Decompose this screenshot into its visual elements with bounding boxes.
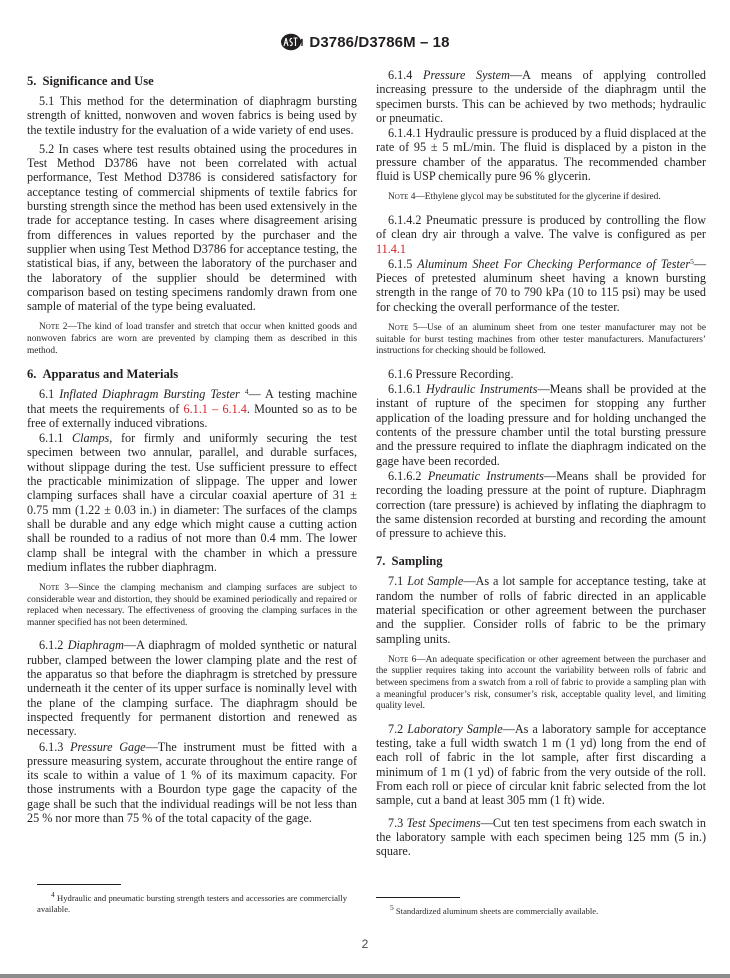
paragraph-6-1-6: 6.1.6 Pressure Recording. <box>388 366 514 381</box>
paragraph-6-1-4: 6.1.4 Pressure System—A means of applying controlled increasing pressure to the underside of the diaphragm until the specimen bursts. This can be achieved by two methods; hydraulic or pneumatic. <box>376 68 707 125</box>
link-11-4-1[interactable]: 11.4.1 <box>376 241 407 256</box>
paragraph-5-1: 5.1 This method for the determination of diaphragm bursting strength of knitted, nonwoven and woven fabrics is being used by the textile industry for the evaluation of a wide variety of end uses. <box>27 94 357 137</box>
paragraph-6-1-4-1: 6.1.4.1 Hydraulic pressure is produced by a fluid displaced at the rate of 95 ± 5 mL/min. The fluid is displaced by a piston in the pressure chamber of the apparatus. The recommended chamber fluid is USP chemically pure 96 % glycerin. <box>376 126 706 184</box>
document-designation: D3786/D3786M – 18 <box>309 33 450 51</box>
astm-logo-icon <box>280 33 304 51</box>
paragraph-6-1-5: 6.1.5 Aluminum Sheet For Checking Performance of Tester$^5$—Pieces of pretested aluminum sheet having a known bursting strength in the range of 70 to 790 kPa (10 to 115 psi) may be used for checking the overall performance of the tester. <box>376 256 706 314</box>
paragraph-6-1-1: 6.1.1 Clamps, for firmly and uniformly securing the test specimen between two annular, parallel, and durable surfaces, without slippage during the test. Use sufficient pressure to effect the practicable minimization of slippage. The upper and lower clamping surfaces shall have a circular coaxial aperture of 31 ± 0.75 mm (1.22 ± 0.03 in.) in diameter: The surfaces of the clamps shall be durable and any edge which might cause a cutting action shall be rounded to a radius of not more than 0.4 mm. The lower clamp shall be integral with the chamber in which a pressure medium inflates the rubber diaphragm. <box>27 431 357 574</box>
section-7-heading: 7. Sampling <box>376 554 443 569</box>
footnote-ref-4: 4 <box>244 387 249 397</box>
section-5-heading: 5. Significance and Use <box>27 74 154 88</box>
page-number: 2 <box>361 937 369 951</box>
paragraph-7-2: 7.2 Laboratory Sample—As a laboratory sample for acceptance testing, take a full width swatch 1 m (1 yd) long from the end of each roll of fabric in the lot sample, after first discarding a minimum of 1 m (1 yd) of fabric from the very outside of the roll. From each roll or piece of circular knit fabric selected from the lot sample, cut a band at least 305 mm (1 ft) wide. <box>376 721 707 808</box>
note-4: Note 4—Ethylene glycol may be substituted for the glycerine if desired. <box>388 192 661 203</box>
paragraph-6-1-4-2: 6.1.4.2 Pneumatic pressure is produced by controlling the flow of clean dry air through a valve. The valve is configured as per 11.4.1 <box>376 212 706 256</box>
paragraph-5-2: 5.2 In cases where test results obtained using the procedures in Test Method D3786 have not been correlated with actual performance, Test Method D3786 is considered satisfactory for acceptance testing of commercial shipments of textile fabrics for bursting strength since the method has been used extensively in the trade for acceptance testing. In cases where disagreement arising from differences in values reported by the purchaser and the supplier when using Test Method D3786 for acceptance testing, the statistical bias, if any, between the laboratory of the purchaser and the laboratory of the supplier should be determined with comparison based on testing specimens randomly drawn from one sample of material of the type being evaluated. <box>27 141 357 314</box>
footnote-ref-5: 5 <box>690 256 694 266</box>
paragraph-7-1: 7.1 Lot Sample—As a lot sample for acceptance testing, take at random the number of rolls of fabric directed in an applicable material specification or other agreement between the purchaser and the supplier. Consider rolls of fabric to be the primary sampling units. <box>376 574 706 646</box>
paragraph-6-1-2: 6.1.2 Diaphragm—A diaphragm of molded synthetic or natural rubber, clamped between the lower clamping plate and the rest of the apparatus so that before the diaphragm is stretched by pressure underneath it the center of its upper surface is nominally level with the plane of the clamping surface. The diaphragm should be inspected frequently for permanent distortion and renewed as necessary. <box>27 638 357 739</box>
footnote-divider <box>37 884 121 885</box>
paragraph-6-1-6-1: 6.1.6.1 Hydraulic Instruments—Means shall be provided at the instant of rupture of the specimen for stopping any further application of the loading pressure and for holding unchanged the contents of the pressure chamber until the total bursting pressure and the pressure required to inflate the diaphragm indicated on the gage have been recorded. <box>376 382 707 468</box>
section-6-heading: 6. Apparatus and Materials <box>27 367 179 382</box>
paragraph-6-1-3: 6.1.3 Pressure Gage—The instrument must be fitted with a pressure measuring system, accurate throughout the entire range of its scale to within a value of 1 % of its maximum capacity. For those instruments with a Bourdon type gage the capacity of the gage shall be such that the individual readings will be not less than 25 % nor more than 75 % of the total capacity of the gage. <box>27 739 357 826</box>
left-column <box>27 68 357 830</box>
page-bottom-border <box>0 974 730 978</box>
note-3: Note 3—Since the clamping mechanism and clamping surfaces are subject to considerable wear and distortion, they should be examined periodically and repaired or replaced when necessary. The effectiveness of grooving the clamping surfaces in the manner specified has not been determined. <box>27 583 357 628</box>
footnote-5: $^5$ Standardized aluminum sheets are commercially available. <box>390 903 599 916</box>
note-2: Note 2—The kind of load transfer and stretch that occur when knitted goods and nonwoven fabrics are worn are prevented by clamping them as described in this method. <box>27 322 357 356</box>
note-6: Note 6—An adequate specification or other agreement between the purchaser and the supplier requires taking into account the variability between rolls of fabric and between specimens from a swatch from a roll of fabric to provide a sampling plan with a meaningful producer’s risk, consumer’s risk, acceptable quality level, and limiting quality level. <box>376 654 706 712</box>
paragraph-6-1: 6.1 Inflated Diaphragm Bursting Tester $^4$— A testing machine that meets the requirements of 6.1.1 – 6.1.4. Mounted so as to be free of externally induced vibrations. <box>27 387 357 430</box>
paragraph-6-1-6-2: 6.1.6.2 Pneumatic Instruments—Means shall be provided for recording the loading pressure at the point of rupture. Diaphragm correction (tare pressure) is achieved by inflating the diaphragm to the same distension recorded at bursting and recording the amount of pressure to achieve this. <box>376 468 706 541</box>
footnote-4: $^4$ Hydraulic and pneumatic bursting strength testers and accessories are commercially available. <box>37 890 347 914</box>
footnotes-left <box>27 884 347 915</box>
right-column <box>376 68 706 864</box>
footnote-divider <box>376 897 460 898</box>
footnotes-right <box>376 897 706 917</box>
link-6-1-1-to-6-1-4[interactable]: 6.1.1 – 6.1.4 <box>183 401 247 416</box>
page-header <box>0 33 730 53</box>
note-5: Note 5—Use of an aluminum sheet from one tester manufacturer may not be suitable for burst testing machines from other tester manufacturers. Manufacturers’ instructions for checking should be followed. <box>376 323 706 357</box>
paragraph-7-3: 7.3 Test Specimens—Cut ten test specimens from each swatch in the laboratory sample with each specimen being 125 mm (5 in.) square. <box>376 815 707 859</box>
